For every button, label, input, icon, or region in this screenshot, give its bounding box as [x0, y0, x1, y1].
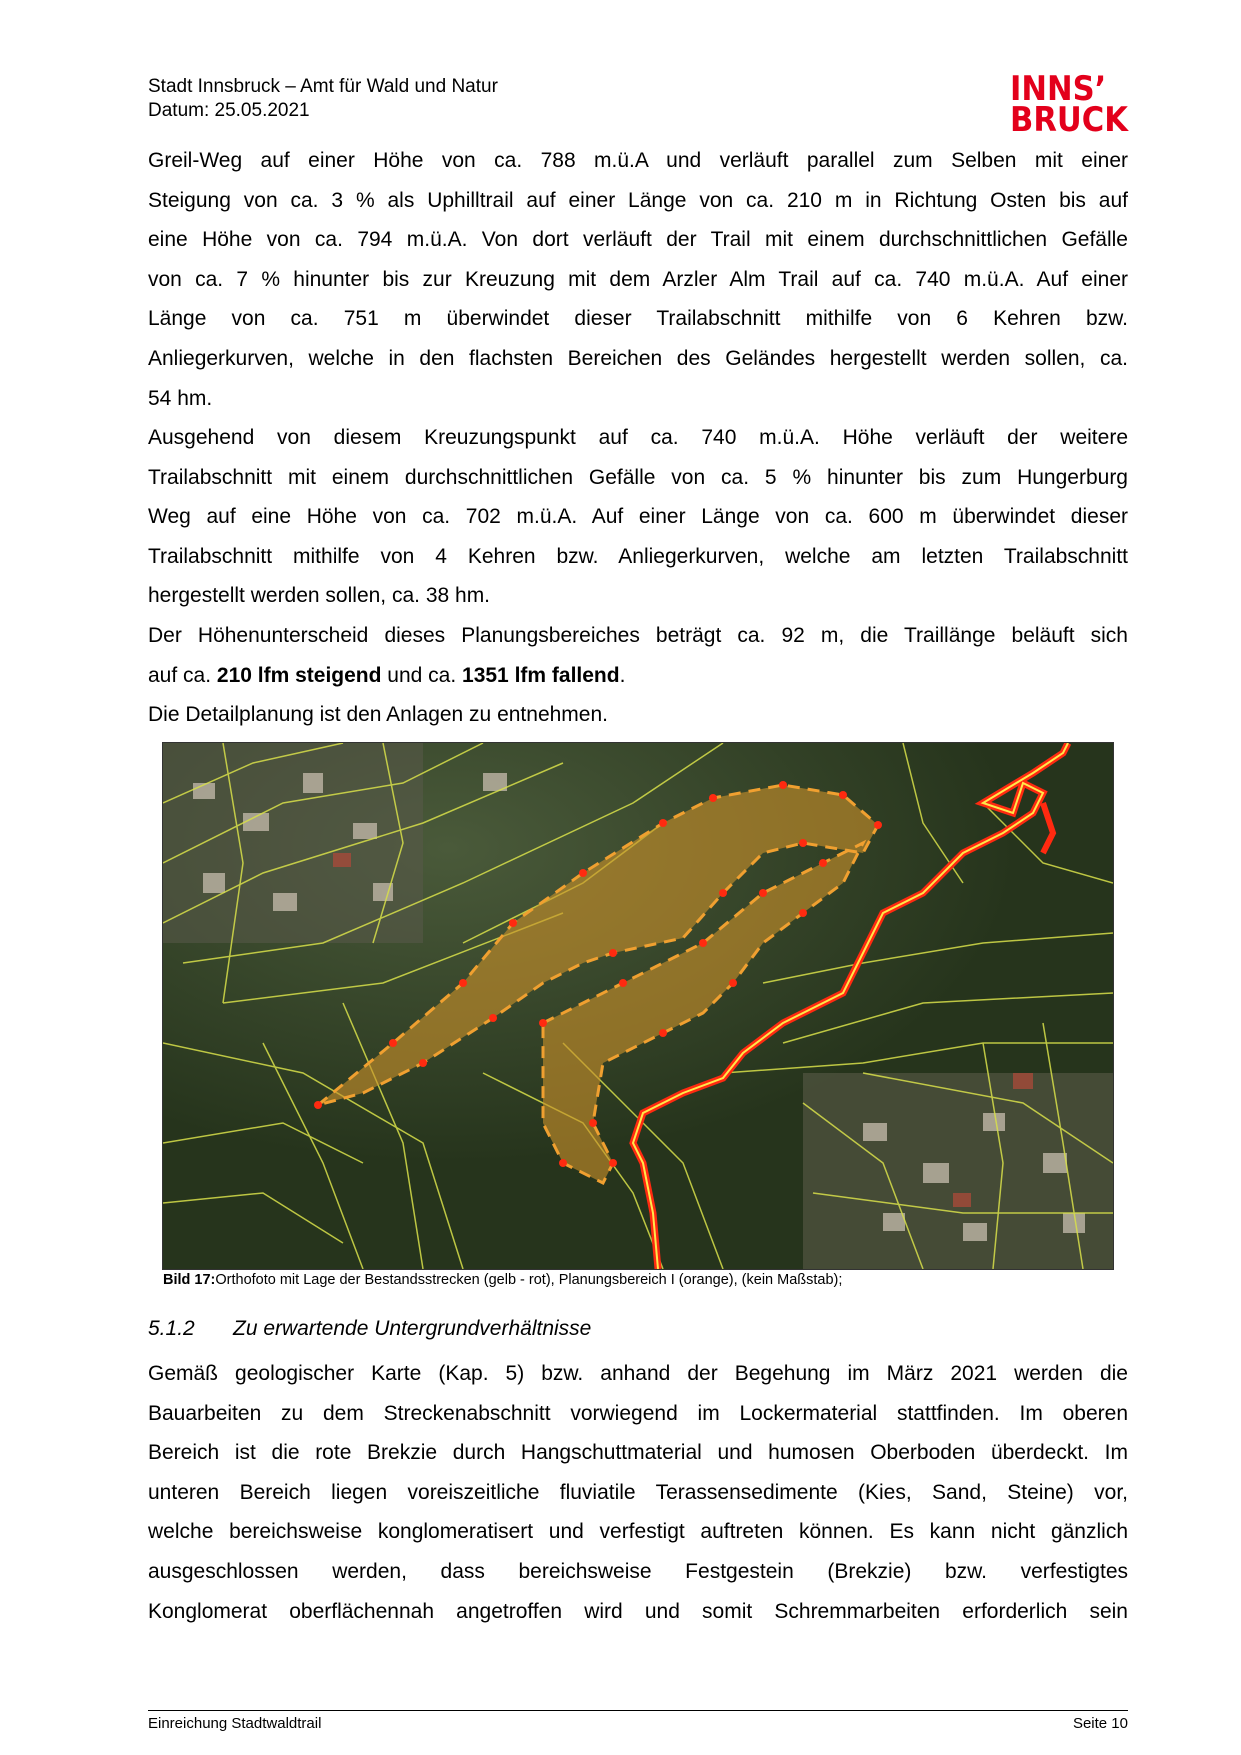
- text-line: ausgeschlossen werden, dass bereichsweise Festgestein (Brekzie) bzw. verfestigtes: [148, 1559, 1128, 1583]
- text-line: Der Höhenunterscheid dieses Planungsbereiches beträgt ca. 92 m, die Traillänge beläuft sich: [148, 624, 1128, 647]
- text-line: Trailabschnitt mithilfe von 4 Kehren bzw. Anliegerkurven, welche am letzten Trailabschnitt: [148, 544, 1128, 568]
- orthophoto-figure: [162, 742, 1114, 1270]
- text-fragment: auf ca.: [148, 663, 217, 687]
- text-line: Konglomerat oberflächennah angetroffen wird und somit Schremmarbeiten erforderlich sein: [148, 1599, 1128, 1623]
- text-fragment: .: [619, 663, 626, 687]
- text-fragment: und ca.: [381, 663, 463, 687]
- paragraph-trail-section-2: [148, 418, 1128, 616]
- text-line: Ausgehend von diesem Kreuzungspunkt auf ca. 740 m.ü.A. Höhe verläuft der weitere: [148, 426, 1128, 449]
- text-line: Steigung von ca. 3 % als Uphilltrail auf einer Länge von ca. 210 m in Richtung Osten bis auf: [148, 188, 1128, 212]
- section-heading: [148, 1316, 591, 1342]
- header-date: Datum: 25.05.2021: [148, 100, 310, 121]
- section-title: Zu erwartende Untergrundverhältnisse: [233, 1317, 592, 1340]
- text-line: Bereich ist die rote Brekzie durch Hangschuttmaterial und humosen Oberboden überdeckt. Im: [148, 1441, 1128, 1465]
- paragraph-geology: [148, 1354, 1128, 1631]
- text-line: von ca. 7 % hinunter bis zur Kreuzung mit dem Arzler Alm Trail auf ca. 740 m.ü.A. Auf einer: [148, 267, 1128, 291]
- text-line: unteren Bereich liegen voreiszeitliche fluviatile Terassensedimente (Kies, Sand, Steine) vor,: [148, 1480, 1128, 1504]
- text-line: Greil-Weg auf einer Höhe von ca. 788 m.ü.A und verläuft parallel zum Selben mit einer: [148, 149, 1128, 172]
- paragraph-detail-note: Die Detailplanung ist den Anlagen zu entnehmen.: [148, 703, 608, 726]
- text-line: eine Höhe von ca. 794 m.ü.A. Von dort verläuft der Trail mit einem durchschnittlichen Gefälle: [148, 228, 1128, 252]
- logo-line-2: BRUCK: [1010, 100, 1128, 140]
- figure-caption: [163, 1271, 842, 1289]
- footer-document-title: Einreichung Stadtwaldtrail: [148, 1715, 322, 1732]
- orthophoto-map: [163, 743, 1113, 1269]
- text-line-with-bold: [148, 656, 1128, 696]
- paragraph-trail-section-1: [148, 141, 1128, 418]
- logo-line-1: INNS’: [1010, 69, 1107, 109]
- text-line: Bauarbeiten zu dem Streckenabschnitt vorwiegend im Lockermaterial stattfinden. Im oberen: [148, 1401, 1128, 1425]
- text-line: Weg auf eine Höhe von ca. 702 m.ü.A. Auf einer Länge von ca. 600 m überwindet dieser: [148, 505, 1128, 529]
- bold-descending-length: 1351 lfm fallend: [462, 663, 620, 687]
- text-line: hergestellt werden sollen, ca. 38 hm.: [148, 584, 491, 608]
- innsbruck-logo: [1010, 69, 1128, 140]
- text-line: welche bereichsweise konglomeratisert und verfestigt auftreten können. Es kann nicht gänzlich: [148, 1520, 1128, 1544]
- bold-ascending-length: 210 lfm steigend: [216, 663, 382, 687]
- text-line: Gemäß geologischer Karte (Kap. 5) bzw. anhand der Begehung im März 2021 werden die: [148, 1362, 1128, 1385]
- text-line: Anliegerkurven, welche in den flachsten Bereichen des Geländes hergestellt werden sollen, ca.: [148, 346, 1128, 370]
- section-number: 5.1.2: [148, 1317, 195, 1340]
- text-line: Trailabschnitt mit einem durchschnittlichen Gefälle von ca. 5 % hinunter bis zum Hungerburg: [148, 465, 1128, 489]
- paragraph-summary: [148, 616, 1128, 695]
- text-line: 54 hm.: [148, 386, 213, 410]
- header-organization: Stadt Innsbruck – Amt für Wald und Natur: [148, 76, 498, 97]
- text-line: Länge von ca. 751 m überwindet dieser Trailabschnitt mithilfe von 6 Kehren bzw.: [148, 307, 1128, 331]
- caption-label: Bild 17:: [163, 1272, 216, 1288]
- footer-divider: [148, 1710, 1128, 1711]
- caption-text: Orthofoto mit Lage der Bestandsstrecken (gelb - rot), Planungsbereich I (orange), (kein Maßstab);: [215, 1272, 843, 1288]
- footer-page-number: Seite 10: [1072, 1715, 1128, 1732]
